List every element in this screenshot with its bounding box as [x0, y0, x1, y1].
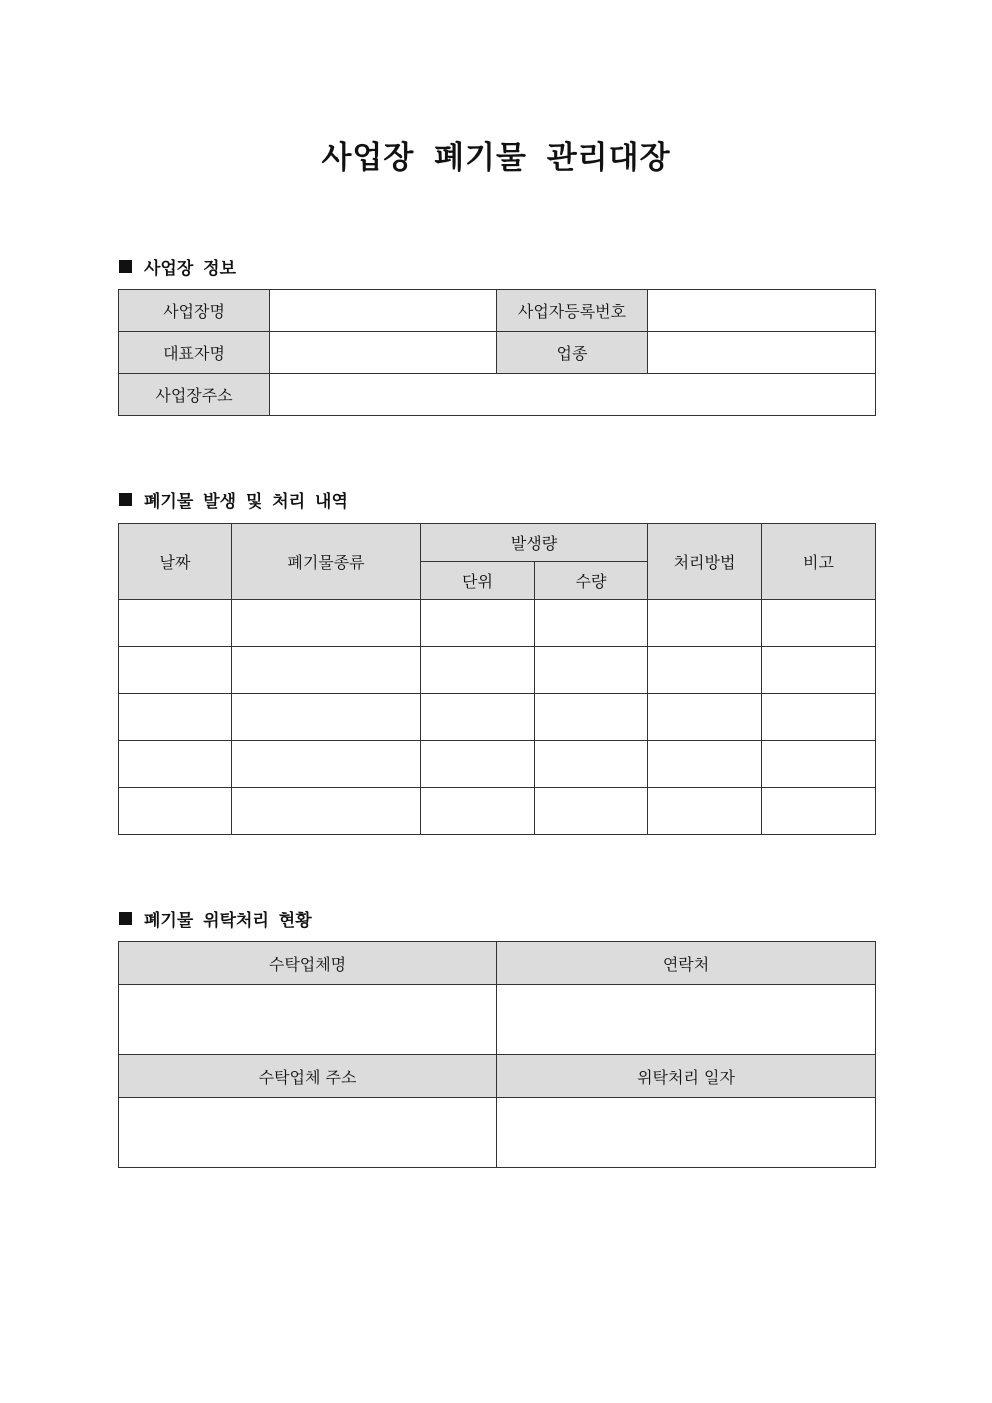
- field-address[interactable]: [270, 374, 876, 416]
- field-registration-number[interactable]: [648, 290, 876, 332]
- label-registration-number: 사업자등록번호: [497, 290, 648, 332]
- field-contact[interactable]: [497, 985, 876, 1055]
- square-bullet-icon: [119, 912, 132, 925]
- cell-remarks[interactable]: [762, 741, 876, 788]
- page-title: 사업장 폐기물 관리대장: [321, 140, 671, 176]
- cell-method[interactable]: [648, 741, 762, 788]
- cell-unit[interactable]: [421, 600, 535, 647]
- header-generation: 발생량: [421, 524, 648, 562]
- cell-unit[interactable]: [421, 741, 535, 788]
- header-remarks: 비고: [762, 524, 876, 600]
- field-company-name[interactable]: [119, 985, 497, 1055]
- cell-waste-type[interactable]: [232, 741, 421, 788]
- cell-date[interactable]: [119, 647, 232, 694]
- field-representative[interactable]: [270, 332, 497, 374]
- cell-date[interactable]: [119, 600, 232, 647]
- cell-date[interactable]: [119, 741, 232, 788]
- table-row: [119, 741, 876, 788]
- cell-quantity[interactable]: [535, 694, 648, 741]
- header-contact: 연락처: [497, 942, 876, 985]
- cell-method[interactable]: [648, 788, 762, 835]
- section-heading-info-label: 사업장 정보: [144, 259, 237, 279]
- section-heading-waste-label: 폐기물 발생 및 처리 내역: [144, 492, 348, 512]
- cell-method[interactable]: [648, 600, 762, 647]
- header-quantity: 수량: [535, 562, 648, 600]
- cell-waste-type[interactable]: [232, 600, 421, 647]
- square-bullet-icon: [119, 493, 132, 506]
- section-heading-waste: [119, 487, 348, 512]
- cell-remarks[interactable]: [762, 788, 876, 835]
- section-heading-info: [119, 254, 236, 279]
- cell-waste-type[interactable]: [232, 647, 421, 694]
- cell-unit[interactable]: [421, 694, 535, 741]
- table-row: [119, 647, 876, 694]
- cell-remarks[interactable]: [762, 694, 876, 741]
- field-business-type[interactable]: [648, 332, 876, 374]
- square-bullet-icon: [119, 260, 132, 273]
- cell-quantity[interactable]: [535, 788, 648, 835]
- cell-remarks[interactable]: [762, 600, 876, 647]
- cell-unit[interactable]: [421, 788, 535, 835]
- cell-quantity[interactable]: [535, 647, 648, 694]
- header-unit: 단위: [421, 562, 535, 600]
- header-consign-date: 위탁처리 일자: [497, 1055, 876, 1098]
- header-date: 날짜: [119, 524, 232, 600]
- header-waste-type: 폐기물종류: [232, 524, 421, 600]
- table-row: [119, 788, 876, 835]
- section-heading-consign: [119, 906, 312, 931]
- cell-quantity[interactable]: [535, 600, 648, 647]
- field-business-name[interactable]: [270, 290, 497, 332]
- label-business-type: 업종: [497, 332, 648, 374]
- table-row: [119, 694, 876, 741]
- cell-waste-type[interactable]: [232, 788, 421, 835]
- label-address: 사업장주소: [119, 374, 270, 416]
- field-consign-date[interactable]: [497, 1098, 876, 1168]
- cell-method[interactable]: [648, 647, 762, 694]
- cell-date[interactable]: [119, 788, 232, 835]
- header-company-address: 수탁업체 주소: [119, 1055, 497, 1098]
- header-company-name: 수탁업체명: [119, 942, 497, 985]
- cell-method[interactable]: [648, 694, 762, 741]
- header-method: 처리방법: [648, 524, 762, 600]
- cell-date[interactable]: [119, 694, 232, 741]
- label-business-name: 사업장명: [119, 290, 270, 332]
- waste-record-table: [118, 523, 876, 835]
- cell-remarks[interactable]: [762, 647, 876, 694]
- cell-quantity[interactable]: [535, 741, 648, 788]
- consignment-table: [118, 941, 876, 1168]
- field-company-address[interactable]: [119, 1098, 497, 1168]
- cell-unit[interactable]: [421, 647, 535, 694]
- label-representative: 대표자명: [119, 332, 270, 374]
- business-info-table: [118, 289, 876, 416]
- cell-waste-type[interactable]: [232, 694, 421, 741]
- table-row: [119, 600, 876, 647]
- section-heading-consign-label: 폐기물 위탁처리 현황: [144, 911, 312, 931]
